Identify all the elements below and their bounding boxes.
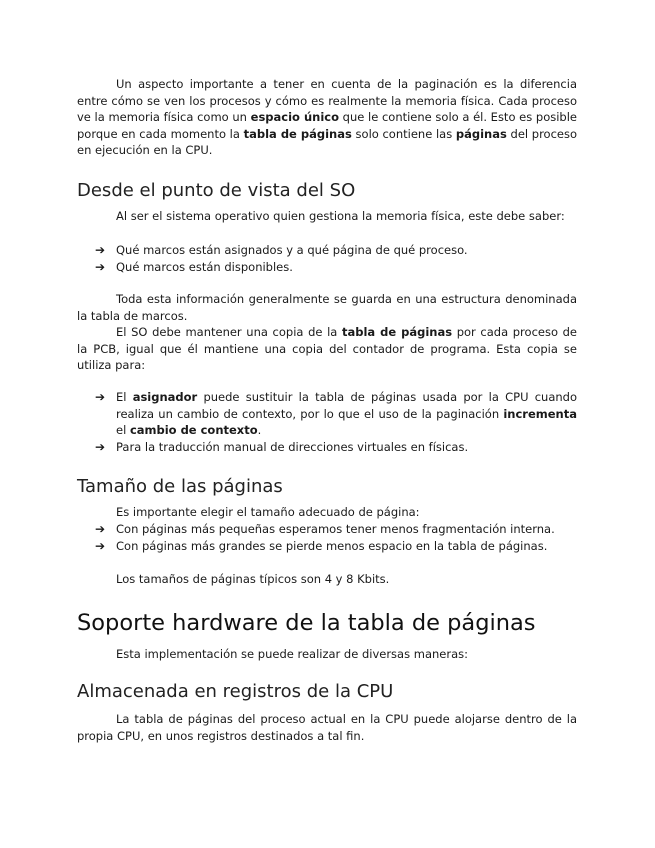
- list-item: ➔ Qué marcos están asignados y a qué página de qué proceso.: [95, 243, 468, 257]
- arrow-right-icon: ➔: [95, 538, 106, 553]
- hardware-lead-text: Esta implementación se puede realizar de diversas maneras:: [116, 647, 469, 661]
- so-section-heading: Desde el punto de vista del SO: [77, 180, 356, 201]
- list-item: ➔ Con páginas más pequeñas esperamos tener menos fragmentación interna.: [95, 522, 555, 536]
- so-needs-list: [95, 242, 577, 275]
- registers-paragraph: La tabla de páginas del proceso actual en la CPU puede alojarse dentro de la propia CPU, en unos registros destinados a tal fin.: [77, 712, 577, 743]
- arrow-right-icon: ➔: [95, 390, 106, 404]
- intro-paragraph: Un aspecto importante a tener en cuenta de la paginación es la diferencia entre cómo se ven los procesos y cómo es realmente la memoria física. Cada proceso ve la memoria física como un espacio único que le contiene solo a él. Esto es posible porque en cada momento la tabla de páginas solo contiene las páginas del proceso en ejecución en la CPU.: [77, 77, 578, 157]
- page-size-list: [95, 521, 577, 554]
- arrow-right-icon: ➔: [95, 259, 106, 274]
- arrow-right-icon: ➔: [95, 439, 106, 454]
- hardware-section-heading: Soporte hardware de la tabla de páginas: [77, 610, 536, 636]
- pcb-copy-paragraph: El SO debe mantener una copia de la tabla de páginas por cada proceso de la PCB, igual que él mantiene una copia del contador de programa. Esta copia se utiliza para:: [77, 325, 577, 372]
- so-lead-text: Al ser el sistema operativo quien gestiona la memoria física, este debe saber:: [116, 209, 565, 223]
- list-item: ➔ El asignador puede sustituir la tabla de páginas usada por la CPU cuando realiza un cambio de contexto, por lo que el uso de la paginación incrementa el cambio de contexto.: [95, 390, 577, 437]
- page-size-lead: Es importante elegir el tamaño adecuado de página:: [116, 505, 420, 519]
- typical-sizes-text: Los tamaños de páginas típicos son 4 y 8 Kbits.: [116, 572, 390, 586]
- copy-uses-list: [95, 389, 577, 455]
- page-size-heading: Tamaño de las páginas: [77, 476, 283, 497]
- list-item: ➔ Con páginas más grandes se pierde menos espacio en la tabla de páginas.: [95, 538, 548, 553]
- arrow-right-icon: ➔: [95, 522, 106, 536]
- arrow-right-icon: ➔: [95, 243, 106, 257]
- frame-table-paragraph: Toda esta información generalmente se guarda en una estructura denominada la tabla de marcos.: [77, 292, 577, 323]
- list-item: ➔ Qué marcos están disponibles.: [95, 259, 293, 274]
- list-item: ➔ Para la traducción manual de direcciones virtuales en físicas.: [95, 439, 469, 454]
- registers-heading: Almacenada en registros de la CPU: [77, 681, 394, 702]
